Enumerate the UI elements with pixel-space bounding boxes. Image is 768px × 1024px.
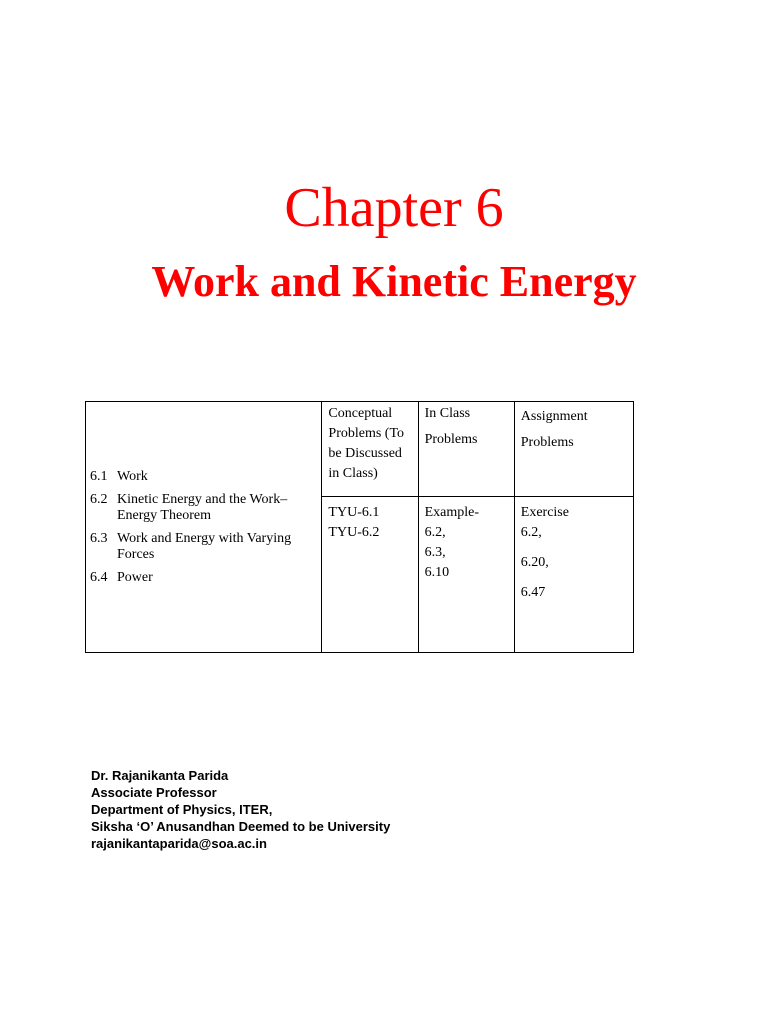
assignment-cell (514, 497, 633, 653)
author-position: Associate Professor (91, 785, 217, 800)
inclass-header (418, 402, 514, 497)
inclass-cell (418, 497, 514, 653)
topic-item (90, 469, 315, 485)
topic-number: 6.3 (90, 530, 108, 546)
conceptual-cell (322, 497, 418, 653)
conceptual-header: Conceptual Problems (To be Discussed in Class) (322, 402, 418, 497)
author-department: Department of Physics, ITER, (91, 802, 273, 817)
chapter-number: Chapter 6 (284, 177, 504, 239)
topic-text: Work (117, 468, 148, 484)
conceptual-item: TYU-6.2 (328, 525, 380, 540)
topic-text: Power (117, 569, 153, 585)
topic-text: Kinetic Energy and the Work–Energy Theorem (117, 491, 288, 523)
author-block (91, 767, 390, 852)
topic-text: Work and Energy with Varying Forces (117, 530, 292, 562)
chapter-title: Work and Kinetic Energy (151, 257, 637, 306)
assignment-item: 6.47 (520, 585, 546, 600)
topic-number: 6.1 (90, 468, 108, 484)
assignment-header-text: Assignment Problems (520, 409, 588, 450)
inclass-item: 6.10 (424, 565, 450, 580)
topic-item (90, 570, 315, 586)
inclass-header-line: In Class (424, 406, 471, 421)
conceptual-item: TYU-6.1 (328, 505, 380, 520)
assignment-label: Exercise (520, 505, 569, 520)
assignment-item: 6.2, (520, 525, 542, 540)
table-header-row (86, 402, 634, 497)
topic-number: 6.4 (90, 569, 108, 585)
inclass-item: Example- (424, 505, 480, 520)
author-university: Siksha ‘O’ Anusandhan Deemed to be University (91, 819, 391, 834)
author-email[interactable]: rajanikantaparida@soa.ac.in (91, 836, 267, 851)
syllabus-table (85, 401, 634, 653)
inclass-header-line: Problems (424, 432, 478, 447)
inclass-item: 6.2, (424, 525, 446, 540)
topic-number: 6.2 (90, 491, 108, 507)
assignment-item: 6.20, (520, 555, 549, 570)
assignment-header (514, 402, 633, 497)
author-name: Dr. Rajanikanta Parida (91, 768, 229, 783)
inclass-item: 6.3, (424, 545, 446, 560)
topic-item (90, 492, 315, 524)
topic-item (90, 531, 315, 563)
topics-cell (86, 402, 322, 653)
